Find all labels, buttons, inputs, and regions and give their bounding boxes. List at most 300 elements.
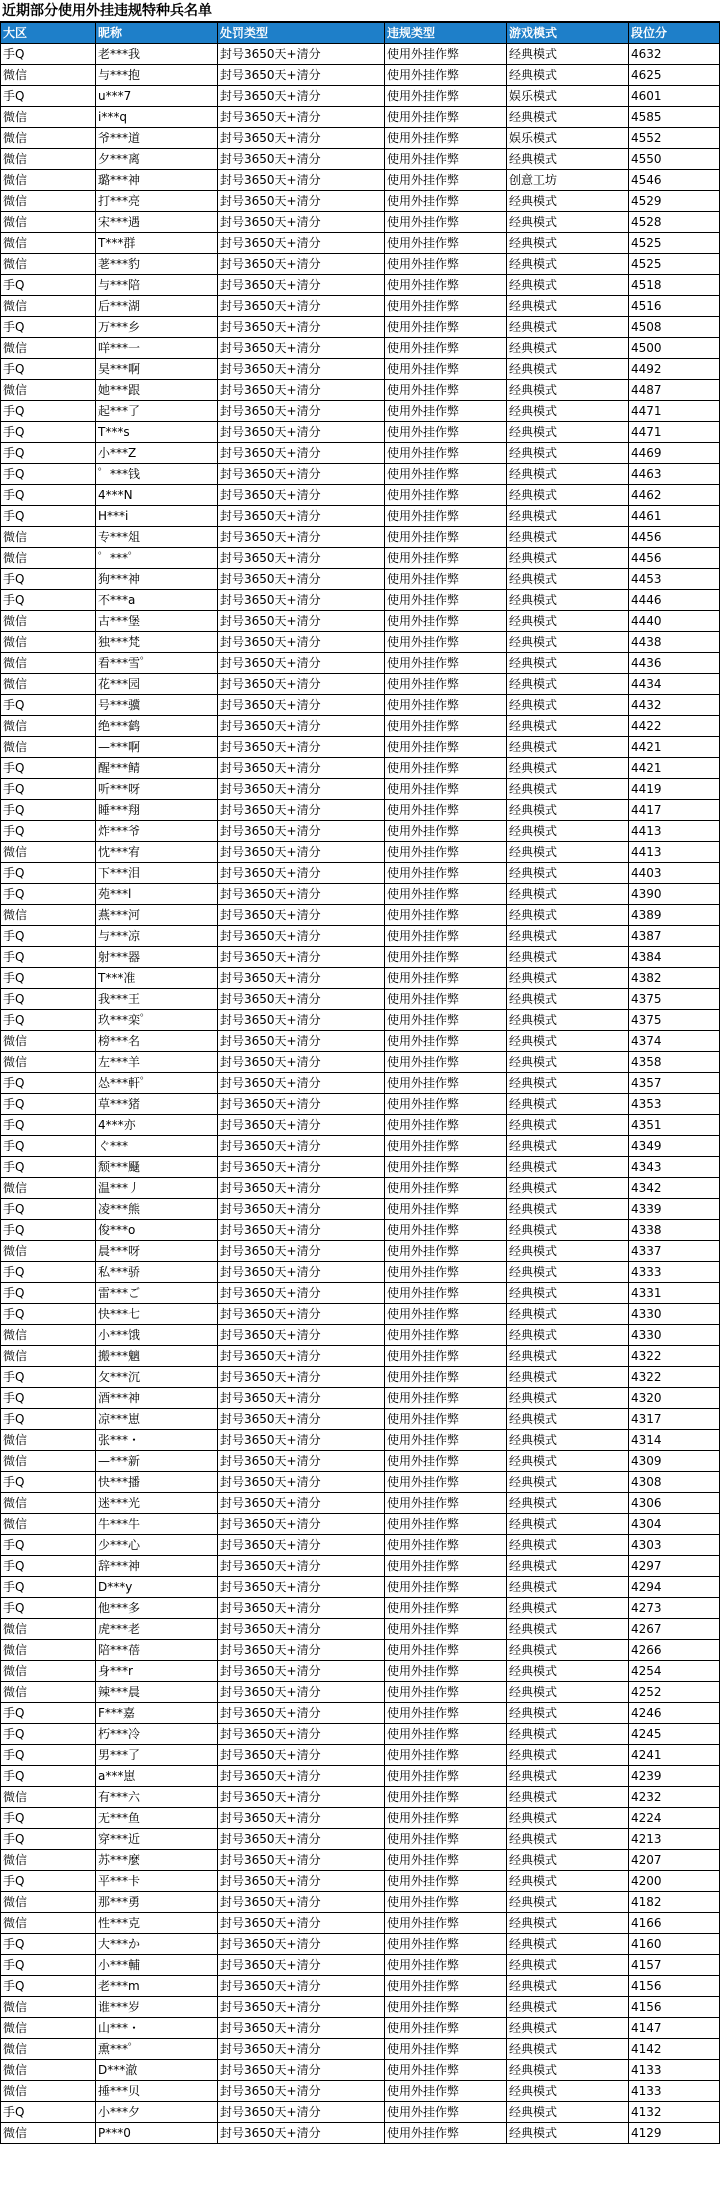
rank-score-cell: 4389 — [629, 905, 720, 926]
nickname-cell: 看***雪゜ — [96, 653, 218, 674]
table-row — [1, 1703, 720, 1724]
game-mode-cell: 经典模式 — [507, 212, 629, 233]
region-cell: 微信 — [1, 107, 96, 128]
region-cell: 微信 — [1, 65, 96, 86]
region-cell: 微信 — [1, 1493, 96, 1514]
region-cell: 微信 — [1, 1619, 96, 1640]
nickname-cell: 4***N — [96, 485, 218, 506]
game-mode-cell: 经典模式 — [507, 968, 629, 989]
rank-score-cell: 4339 — [629, 1199, 720, 1220]
violation-type-cell: 使用外挂作弊 — [385, 443, 507, 464]
violation-type-cell: 使用外挂作弊 — [385, 1997, 507, 2018]
region-cell: 微信 — [1, 1913, 96, 1934]
nickname-cell: 苏***麼 — [96, 1850, 218, 1871]
nickname-cell: 与***抱 — [96, 65, 218, 86]
region-cell: 手Q — [1, 1703, 96, 1724]
violation-type-cell: 使用外挂作弊 — [385, 779, 507, 800]
table-row — [1, 2060, 720, 2081]
penalty-type-cell: 封号3650天+清分 — [218, 1724, 385, 1745]
nickname-cell: 不***a — [96, 590, 218, 611]
penalty-type-cell: 封号3650天+清分 — [218, 2102, 385, 2123]
nickname-cell: 专***俎 — [96, 527, 218, 548]
region-cell: 微信 — [1, 212, 96, 233]
rank-score-cell: 4309 — [629, 1451, 720, 1472]
rank-score-cell: 4317 — [629, 1409, 720, 1430]
nickname-cell: 迷***光 — [96, 1493, 218, 1514]
table-row — [1, 86, 720, 107]
rank-score-cell: 4432 — [629, 695, 720, 716]
table-row — [1, 1052, 720, 1073]
table-row — [1, 611, 720, 632]
rank-score-cell: 4322 — [629, 1367, 720, 1388]
region-cell: 微信 — [1, 716, 96, 737]
page-title: 近期部分使用外挂违规特种兵名单 — [0, 0, 720, 22]
penalty-type-cell: 封号3650天+清分 — [218, 1031, 385, 1052]
region-cell: 手Q — [1, 779, 96, 800]
table-row — [1, 2081, 720, 2102]
nickname-cell: 牛***牛 — [96, 1514, 218, 1535]
region-cell: 微信 — [1, 1241, 96, 1262]
game-mode-cell: 经典模式 — [507, 296, 629, 317]
violation-type-cell: 使用外挂作弊 — [385, 842, 507, 863]
table-row — [1, 947, 720, 968]
rank-score-cell: 4156 — [629, 1976, 720, 1997]
table-row — [1, 1535, 720, 1556]
penalty-type-cell: 封号3650天+清分 — [218, 212, 385, 233]
nickname-cell: 捶***贝 — [96, 2081, 218, 2102]
penalty-type-cell: 封号3650天+清分 — [218, 1304, 385, 1325]
violation-type-cell: 使用外挂作弊 — [385, 1094, 507, 1115]
penalty-type-cell: 封号3650天+清分 — [218, 674, 385, 695]
game-mode-cell: 经典模式 — [507, 1472, 629, 1493]
game-mode-cell: 经典模式 — [507, 590, 629, 611]
nickname-cell: 射***器 — [96, 947, 218, 968]
violation-type-cell: 使用外挂作弊 — [385, 464, 507, 485]
region-cell: 手Q — [1, 800, 96, 821]
violation-type-cell: 使用外挂作弊 — [385, 1535, 507, 1556]
nickname-cell: 私***骄 — [96, 1262, 218, 1283]
table-row — [1, 443, 720, 464]
game-mode-cell: 经典模式 — [507, 1346, 629, 1367]
game-mode-cell: 娱乐模式 — [507, 86, 629, 107]
game-mode-cell: 经典模式 — [507, 1430, 629, 1451]
table-row — [1, 1409, 720, 1430]
region-cell: 微信 — [1, 1430, 96, 1451]
rank-score-cell: 4246 — [629, 1703, 720, 1724]
violation-type-cell: 使用外挂作弊 — [385, 1682, 507, 1703]
region-cell: 微信 — [1, 1346, 96, 1367]
rank-score-cell: 4419 — [629, 779, 720, 800]
rank-score-cell: 4266 — [629, 1640, 720, 1661]
violation-type-cell: 使用外挂作弊 — [385, 338, 507, 359]
game-mode-cell: 经典模式 — [507, 1283, 629, 1304]
game-mode-cell: 经典模式 — [507, 611, 629, 632]
table-row — [1, 128, 720, 149]
table-row — [1, 1346, 720, 1367]
rank-score-cell: 4349 — [629, 1136, 720, 1157]
nickname-cell: 咩***一 — [96, 338, 218, 359]
region-cell: 手Q — [1, 422, 96, 443]
table-row — [1, 1598, 720, 1619]
rank-score-cell: 4463 — [629, 464, 720, 485]
region-cell: 手Q — [1, 926, 96, 947]
region-cell: 微信 — [1, 2123, 96, 2144]
rank-score-cell: 4518 — [629, 275, 720, 296]
penalty-type-cell: 封号3650天+清分 — [218, 1367, 385, 1388]
penalty-type-cell: 封号3650天+清分 — [218, 1094, 385, 1115]
rank-score-cell: 4487 — [629, 380, 720, 401]
nickname-cell: 雷***ご — [96, 1283, 218, 1304]
nickname-cell: 凌***熊 — [96, 1199, 218, 1220]
game-mode-cell: 经典模式 — [507, 443, 629, 464]
table-row — [1, 653, 720, 674]
table-row — [1, 2039, 720, 2060]
penalty-type-cell: 封号3650天+清分 — [218, 590, 385, 611]
penalty-type-cell: 封号3650天+清分 — [218, 1178, 385, 1199]
penalty-type-cell: 封号3650天+清分 — [218, 800, 385, 821]
penalty-type-cell: 封号3650天+清分 — [218, 422, 385, 443]
table-row — [1, 758, 720, 779]
nickname-cell: 她***跟 — [96, 380, 218, 401]
nickname-cell: 熏***゜ — [96, 2039, 218, 2060]
violation-type-cell: 使用外挂作弊 — [385, 1640, 507, 1661]
game-mode-cell: 经典模式 — [507, 1514, 629, 1535]
violation-type-cell: 使用外挂作弊 — [385, 1367, 507, 1388]
region-cell: 手Q — [1, 1535, 96, 1556]
table-row — [1, 359, 720, 380]
game-mode-cell: 经典模式 — [507, 1304, 629, 1325]
penalty-type-cell: 封号3650天+清分 — [218, 191, 385, 212]
region-cell: 微信 — [1, 128, 96, 149]
game-mode-cell: 经典模式 — [507, 674, 629, 695]
table-row — [1, 1913, 720, 1934]
violation-type-cell: 使用外挂作弊 — [385, 1304, 507, 1325]
game-mode-cell: 经典模式 — [507, 2102, 629, 2123]
violation-type-cell: 使用外挂作弊 — [385, 65, 507, 86]
nickname-cell: 小***輔 — [96, 1955, 218, 1976]
region-cell: 手Q — [1, 695, 96, 716]
penalty-type-cell: 封号3650天+清分 — [218, 1115, 385, 1136]
rank-score-cell: 4160 — [629, 1934, 720, 1955]
game-mode-cell: 经典模式 — [507, 1682, 629, 1703]
table-row — [1, 968, 720, 989]
nickname-cell: 朽***冷 — [96, 1724, 218, 1745]
region-cell: 手Q — [1, 401, 96, 422]
table-row — [1, 1997, 720, 2018]
penalty-type-cell: 封号3650天+清分 — [218, 1430, 385, 1451]
penalty-type-cell: 封号3650天+清分 — [218, 2039, 385, 2060]
table-row — [1, 695, 720, 716]
penalty-type-cell: 封号3650天+清分 — [218, 275, 385, 296]
nickname-cell: T***s — [96, 422, 218, 443]
rank-score-cell: 4440 — [629, 611, 720, 632]
game-mode-cell: 经典模式 — [507, 401, 629, 422]
violation-type-cell: 使用外挂作弊 — [385, 107, 507, 128]
rank-score-cell: 4500 — [629, 338, 720, 359]
violation-type-cell: 使用外挂作弊 — [385, 737, 507, 758]
table-row — [1, 1430, 720, 1451]
penalty-type-cell: 封号3650天+清分 — [218, 1976, 385, 1997]
game-mode-cell: 经典模式 — [507, 2039, 629, 2060]
game-mode-cell: 经典模式 — [507, 1829, 629, 1850]
game-mode-cell: 经典模式 — [507, 1850, 629, 1871]
region-cell: 微信 — [1, 632, 96, 653]
nickname-cell: 俊***o — [96, 1220, 218, 1241]
region-cell: 手Q — [1, 884, 96, 905]
table-row — [1, 65, 720, 86]
region-cell: 手Q — [1, 821, 96, 842]
rank-score-cell: 4353 — [629, 1094, 720, 1115]
game-mode-cell: 经典模式 — [507, 107, 629, 128]
table-row — [1, 1766, 720, 1787]
violation-type-cell: 使用外挂作弊 — [385, 569, 507, 590]
table-row — [1, 1682, 720, 1703]
penalty-type-cell: 封号3650天+清分 — [218, 2123, 385, 2144]
game-mode-cell: 经典模式 — [507, 233, 629, 254]
penalty-type-cell: 封号3650天+清分 — [218, 1577, 385, 1598]
penalty-type-cell: 封号3650天+清分 — [218, 926, 385, 947]
table-body — [1, 44, 720, 2144]
violation-type-cell: 使用外挂作弊 — [385, 548, 507, 569]
penalty-type-cell: 封号3650天+清分 — [218, 1661, 385, 1682]
penalty-type-cell: 封号3650天+清分 — [218, 233, 385, 254]
violation-type-cell: 使用外挂作弊 — [385, 1346, 507, 1367]
nickname-cell: 与***陪 — [96, 275, 218, 296]
violation-type-cell: 使用外挂作弊 — [385, 1913, 507, 1934]
table-row — [1, 1031, 720, 1052]
violation-type-cell: 使用外挂作弊 — [385, 1325, 507, 1346]
penalty-type-cell: 封号3650天+清分 — [218, 1955, 385, 1976]
nickname-cell: 醒***鲭 — [96, 758, 218, 779]
nickname-cell: 老***我 — [96, 44, 218, 65]
game-mode-cell: 经典模式 — [507, 1619, 629, 1640]
game-mode-cell: 经典模式 — [507, 1241, 629, 1262]
nickname-cell: 与***凉 — [96, 926, 218, 947]
nickname-cell: 璐***神 — [96, 170, 218, 191]
penalty-type-cell: 封号3650天+清分 — [218, 632, 385, 653]
nickname-cell: 搬***魑 — [96, 1346, 218, 1367]
penalty-type-cell: 封号3650天+清分 — [218, 485, 385, 506]
penalty-type-cell: 封号3650天+清分 — [218, 611, 385, 632]
penalty-type-cell: 封号3650天+清分 — [218, 1283, 385, 1304]
violation-type-cell: 使用外挂作弊 — [385, 1598, 507, 1619]
rank-score-cell: 4446 — [629, 590, 720, 611]
game-mode-cell: 经典模式 — [507, 1325, 629, 1346]
nickname-cell: 万***乡 — [96, 317, 218, 338]
region-cell: 手Q — [1, 1304, 96, 1325]
violation-type-cell: 使用外挂作弊 — [385, 401, 507, 422]
rank-score-cell: 4337 — [629, 1241, 720, 1262]
region-cell: 微信 — [1, 2018, 96, 2039]
violation-type-cell: 使用外挂作弊 — [385, 527, 507, 548]
nickname-cell: 忱***宥 — [96, 842, 218, 863]
nickname-cell: 攵***沉 — [96, 1367, 218, 1388]
game-mode-cell: 经典模式 — [507, 2081, 629, 2102]
game-mode-cell: 经典模式 — [507, 1535, 629, 1556]
region-cell: 手Q — [1, 1157, 96, 1178]
table-row — [1, 527, 720, 548]
region-cell: 微信 — [1, 1640, 96, 1661]
region-cell: 手Q — [1, 275, 96, 296]
table-row — [1, 821, 720, 842]
nickname-cell: 快***七 — [96, 1304, 218, 1325]
nickname-cell: ゜***钱 — [96, 464, 218, 485]
rank-score-cell: 4438 — [629, 632, 720, 653]
game-mode-cell: 经典模式 — [507, 254, 629, 275]
rank-score-cell: 4133 — [629, 2081, 720, 2102]
violation-type-cell: 使用外挂作弊 — [385, 1241, 507, 1262]
penalty-type-cell: 封号3650天+清分 — [218, 2018, 385, 2039]
rank-score-cell: 4546 — [629, 170, 720, 191]
region-cell: 手Q — [1, 443, 96, 464]
game-mode-cell: 经典模式 — [507, 779, 629, 800]
rank-score-cell: 4232 — [629, 1787, 720, 1808]
penalty-type-cell: 封号3650天+清分 — [218, 1640, 385, 1661]
nickname-cell: 那***勇 — [96, 1892, 218, 1913]
region-cell: 手Q — [1, 968, 96, 989]
table-row — [1, 1304, 720, 1325]
region-cell: 手Q — [1, 947, 96, 968]
penalty-type-cell: 封号3650天+清分 — [218, 1220, 385, 1241]
table-row — [1, 1934, 720, 1955]
table-row — [1, 191, 720, 212]
nickname-cell: 4***亦 — [96, 1115, 218, 1136]
game-mode-cell: 经典模式 — [507, 737, 629, 758]
rank-score-cell: 4585 — [629, 107, 720, 128]
penalty-type-cell: 封号3650天+清分 — [218, 884, 385, 905]
region-cell: 手Q — [1, 1115, 96, 1136]
penalty-type-cell: 封号3650天+清分 — [218, 401, 385, 422]
table-row — [1, 1367, 720, 1388]
rank-score-cell: 4550 — [629, 149, 720, 170]
penalty-type-cell: 封号3650天+清分 — [218, 254, 385, 275]
table-row — [1, 905, 720, 926]
region-cell: 微信 — [1, 1787, 96, 1808]
region-cell: 微信 — [1, 380, 96, 401]
rank-score-cell: 4436 — [629, 653, 720, 674]
region-cell: 微信 — [1, 2039, 96, 2060]
violation-type-cell: 使用外挂作弊 — [385, 716, 507, 737]
violation-type-cell: 使用外挂作弊 — [385, 1955, 507, 1976]
game-mode-cell: 经典模式 — [507, 695, 629, 716]
penalty-type-cell: 封号3650天+清分 — [218, 1619, 385, 1640]
penalty-type-cell: 封号3650天+清分 — [218, 317, 385, 338]
column-header-penalty-type: 处罚类型 — [218, 23, 385, 44]
region-cell: 手Q — [1, 569, 96, 590]
nickname-cell: 少***心 — [96, 1535, 218, 1556]
rank-score-cell: 4382 — [629, 968, 720, 989]
violation-type-cell: 使用外挂作弊 — [385, 359, 507, 380]
violation-type-cell: 使用外挂作弊 — [385, 1829, 507, 1850]
penalty-type-cell: 封号3650天+清分 — [218, 947, 385, 968]
region-cell: 手Q — [1, 863, 96, 884]
region-cell: 微信 — [1, 296, 96, 317]
violation-type-cell: 使用外挂作弊 — [385, 1892, 507, 1913]
penalty-type-cell: 封号3650天+清分 — [218, 170, 385, 191]
penalty-type-cell: 封号3650天+清分 — [218, 695, 385, 716]
rank-score-cell: 4303 — [629, 1535, 720, 1556]
violation-type-cell: 使用外挂作弊 — [385, 86, 507, 107]
rank-score-cell: 4333 — [629, 1262, 720, 1283]
penalty-type-cell: 封号3650天+清分 — [218, 527, 385, 548]
penalty-type-cell: 封号3650天+清分 — [218, 863, 385, 884]
game-mode-cell: 经典模式 — [507, 2060, 629, 2081]
region-cell: 手Q — [1, 1829, 96, 1850]
rank-score-cell: 4273 — [629, 1598, 720, 1619]
penalty-type-cell: 封号3650天+清分 — [218, 653, 385, 674]
nickname-cell: 平***卡 — [96, 1871, 218, 1892]
penalty-type-cell: 封号3650天+清分 — [218, 1325, 385, 1346]
region-cell: 手Q — [1, 1745, 96, 1766]
nickname-cell: 爷***道 — [96, 128, 218, 149]
region-cell: 微信 — [1, 1514, 96, 1535]
violation-type-cell: 使用外挂作弊 — [385, 863, 507, 884]
nickname-cell: 古***堡 — [96, 611, 218, 632]
rank-score-cell: 4625 — [629, 65, 720, 86]
rank-score-cell: 4413 — [629, 842, 720, 863]
region-cell: 微信 — [1, 1892, 96, 1913]
region-cell: 手Q — [1, 1934, 96, 1955]
game-mode-cell: 经典模式 — [507, 548, 629, 569]
violation-type-cell: 使用外挂作弊 — [385, 212, 507, 233]
game-mode-cell: 经典模式 — [507, 1598, 629, 1619]
penalty-type-cell: 封号3650天+清分 — [218, 1787, 385, 1808]
region-cell: 手Q — [1, 1136, 96, 1157]
game-mode-cell: 经典模式 — [507, 422, 629, 443]
penalty-type-cell: 封号3650天+清分 — [218, 86, 385, 107]
game-mode-cell: 经典模式 — [507, 926, 629, 947]
table-row — [1, 1577, 720, 1598]
column-header-rank-score: 段位分 — [629, 23, 720, 44]
rank-score-cell: 4267 — [629, 1619, 720, 1640]
nickname-cell: i***q — [96, 107, 218, 128]
table-row — [1, 779, 720, 800]
region-cell: 手Q — [1, 1367, 96, 1388]
region-cell: 微信 — [1, 2081, 96, 2102]
table-row — [1, 1472, 720, 1493]
table-row — [1, 2123, 720, 2144]
rank-score-cell: 4297 — [629, 1556, 720, 1577]
table-row — [1, 1514, 720, 1535]
penalty-type-cell: 封号3650天+清分 — [218, 443, 385, 464]
penalty-type-cell: 封号3650天+清分 — [218, 1472, 385, 1493]
game-mode-cell: 经典模式 — [507, 1976, 629, 1997]
penalty-type-cell: 封号3650天+清分 — [218, 65, 385, 86]
nickname-cell: 玖***栾゜ — [96, 1010, 218, 1031]
rank-score-cell: 4601 — [629, 86, 720, 107]
table-row — [1, 1661, 720, 1682]
rank-score-cell: 4632 — [629, 44, 720, 65]
rank-score-cell: 4516 — [629, 296, 720, 317]
region-cell: 手Q — [1, 2102, 96, 2123]
game-mode-cell: 经典模式 — [507, 1766, 629, 1787]
violation-type-cell: 使用外挂作弊 — [385, 1472, 507, 1493]
nickname-cell: 温***丿 — [96, 1178, 218, 1199]
nickname-cell: a***崽 — [96, 1766, 218, 1787]
nickname-cell: 快***播 — [96, 1472, 218, 1493]
nickname-cell: 听***呀 — [96, 779, 218, 800]
table-row — [1, 44, 720, 65]
violation-type-cell: 使用外挂作弊 — [385, 926, 507, 947]
penalty-type-cell: 封号3650天+清分 — [218, 359, 385, 380]
penalty-type-cell: 封号3650天+清分 — [218, 1997, 385, 2018]
game-mode-cell: 经典模式 — [507, 275, 629, 296]
rank-score-cell: 4403 — [629, 863, 720, 884]
region-cell: 微信 — [1, 254, 96, 275]
region-cell: 微信 — [1, 1451, 96, 1472]
nickname-cell: 山***・ — [96, 2018, 218, 2039]
game-mode-cell: 经典模式 — [507, 1115, 629, 1136]
